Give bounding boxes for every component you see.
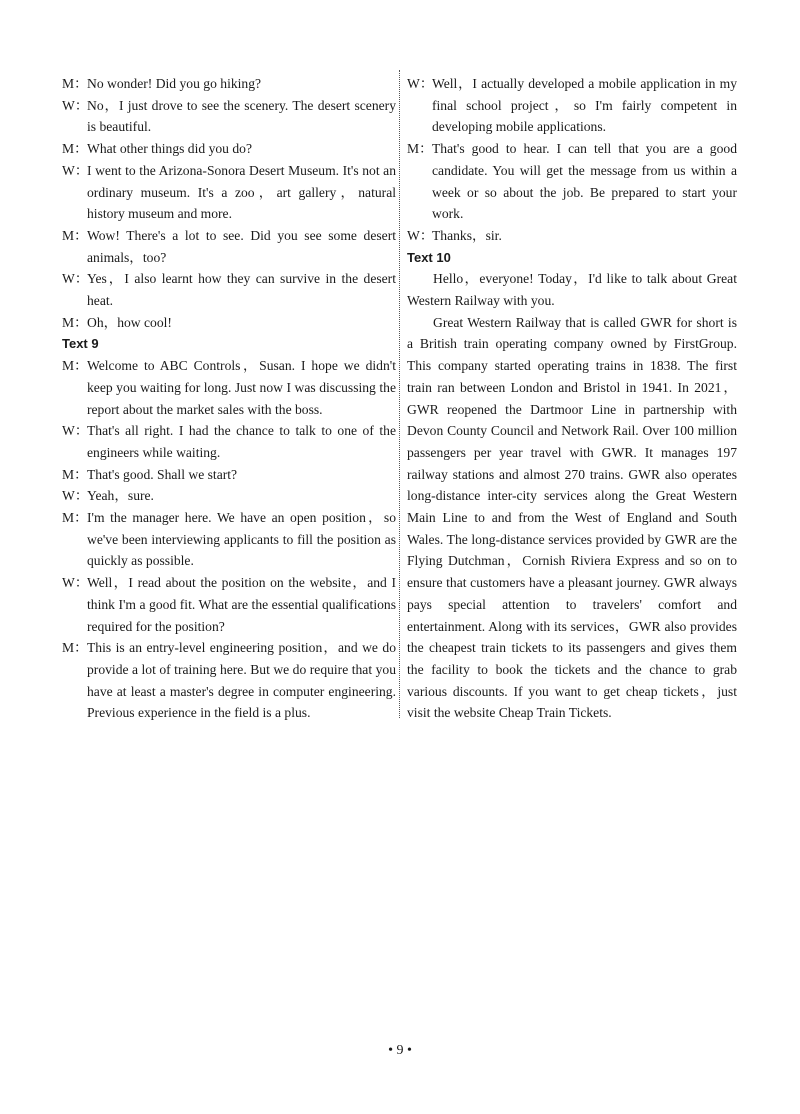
utterance: That's good to hear. I can tell that you are a good candidate. You will get the message from us within a week or so about the job. Be prepared to start your work.	[432, 141, 737, 222]
speaker: W：	[407, 76, 434, 91]
dialogue-line	[62, 138, 396, 160]
right-column	[407, 73, 737, 724]
utterance: This is an entry-level engineering position，and we do provide a lot of training here. But we do require that you have at least a master's degree in computer engineering. Previous experience in the field is a plus.	[87, 640, 396, 721]
dialogue-line	[62, 225, 396, 268]
text10-heading: Text 10	[407, 249, 451, 265]
text9-dialogue	[62, 355, 396, 724]
utterance: Well，I actually developed a mobile application in my final school project，so I'm fairly competent in developing mobile applications.	[432, 76, 737, 135]
speaker: M：	[62, 640, 88, 656]
text8-dialogue	[62, 73, 396, 333]
dialogue-line	[62, 355, 396, 420]
dialogue-line	[62, 160, 396, 225]
utterance: Thanks，sir.	[432, 227, 502, 243]
speaker: M：	[407, 141, 433, 157]
utterance: That's all right. I had the chance to talk to one of the engineers while waiting.	[87, 423, 396, 460]
utterance: Oh，how cool!	[87, 314, 172, 330]
utterance: Welcome to ABC Controls，Susan. I hope we didn't keep you waiting for long. Just now I was discussing the report about the market sales with the boss.	[87, 358, 396, 417]
dialogue-line	[407, 138, 737, 225]
utterance: Yes，I also learnt how they can survive in the desert heat.	[87, 271, 396, 309]
speaker: M：	[62, 358, 88, 374]
utterance: I'm the manager here. We have an open position，so we've been interviewing applicants to fill the position as quickly as possible.	[87, 510, 396, 569]
speaker: W：	[62, 423, 89, 439]
text9-heading: Text 9	[62, 336, 99, 352]
text9-dialogue-continued	[407, 73, 737, 247]
speaker: M：	[62, 76, 88, 91]
dialogue-line	[407, 225, 737, 247]
text10-paragraph: Hello，everyone! Today，I'd like to talk about Great Western Railway with you.	[407, 271, 737, 309]
utterance: I went to the Arizona-Sonora Desert Museum. It's not an ordinary museum. It's a zoo，art gallery，natural history museum and more.	[87, 162, 396, 222]
utterance: What other things did you do?	[87, 141, 252, 157]
dialogue-line	[62, 572, 396, 637]
speaker: M：	[62, 227, 88, 243]
speaker: M：	[62, 510, 88, 526]
column-divider	[399, 70, 400, 718]
text10-paragraph: Great Western Railway that is called GWR for short is a British train operating company owned by FirstGroup. This company started operating trains in 1838. The first train ran between London and Bristol in 1941. In 2021，GWR reopened the Dartmoor Line in partnership with Devon County Council and Network Rail. Over 100 million passengers per year travel with GWR. It manages 197 railway stations and almost 270 trains. GWR also operates long-distance inter-city services along the Great Western Main Line to and from the West of England and South Wales. The long-distance services provided by GWR are the Flying Dutchman，Cornish Riviera Express and so on to ensure that customers have a pleasant journey. GWR always pays special attention to travelers' comfort and entertainment. Along with its services，GWR also provides the cheapest train tickets to its passengers and gives them the facility to book the tickets and the chance to grab various discounts. If you want to get cheap tickets，just visit the website Cheap Train Tickets.	[407, 314, 737, 721]
utterance: No，I just drove to see the scenery. The desert scenery is beautiful.	[87, 97, 396, 135]
page-number: • 9 •	[388, 1043, 412, 1058]
dialogue-line	[62, 464, 396, 486]
speaker: M：	[62, 141, 88, 157]
speaker: W：	[62, 97, 89, 113]
dialogue-line	[62, 73, 396, 95]
speaker: W：	[62, 162, 89, 178]
dialogue-line	[62, 312, 396, 334]
speaker: W：	[407, 227, 434, 243]
dialogue-line	[62, 485, 396, 507]
speaker: W：	[62, 488, 89, 504]
dialogue-line	[62, 268, 396, 311]
dialogue-line	[62, 637, 396, 724]
speaker: M：	[62, 466, 88, 482]
dialogue-line	[62, 507, 396, 572]
utterance: Wow! There's a lot to see. Did you see some desert animals，too?	[87, 227, 396, 265]
speaker: M：	[62, 314, 88, 330]
utterance: Well，I read about the position on the website，and I think I'm a good fit. What are the essential qualifications required for the position?	[87, 575, 396, 634]
speaker: W：	[62, 575, 89, 591]
dialogue-line	[407, 73, 737, 138]
utterance: Yeah，sure.	[87, 488, 154, 504]
left-column	[62, 73, 396, 724]
dialogue-line	[62, 95, 396, 138]
speaker: W：	[62, 271, 89, 287]
dialogue-line	[62, 420, 396, 463]
utterance: No wonder! Did you go hiking?	[87, 76, 262, 91]
utterance: That's good. Shall we start?	[87, 466, 238, 482]
